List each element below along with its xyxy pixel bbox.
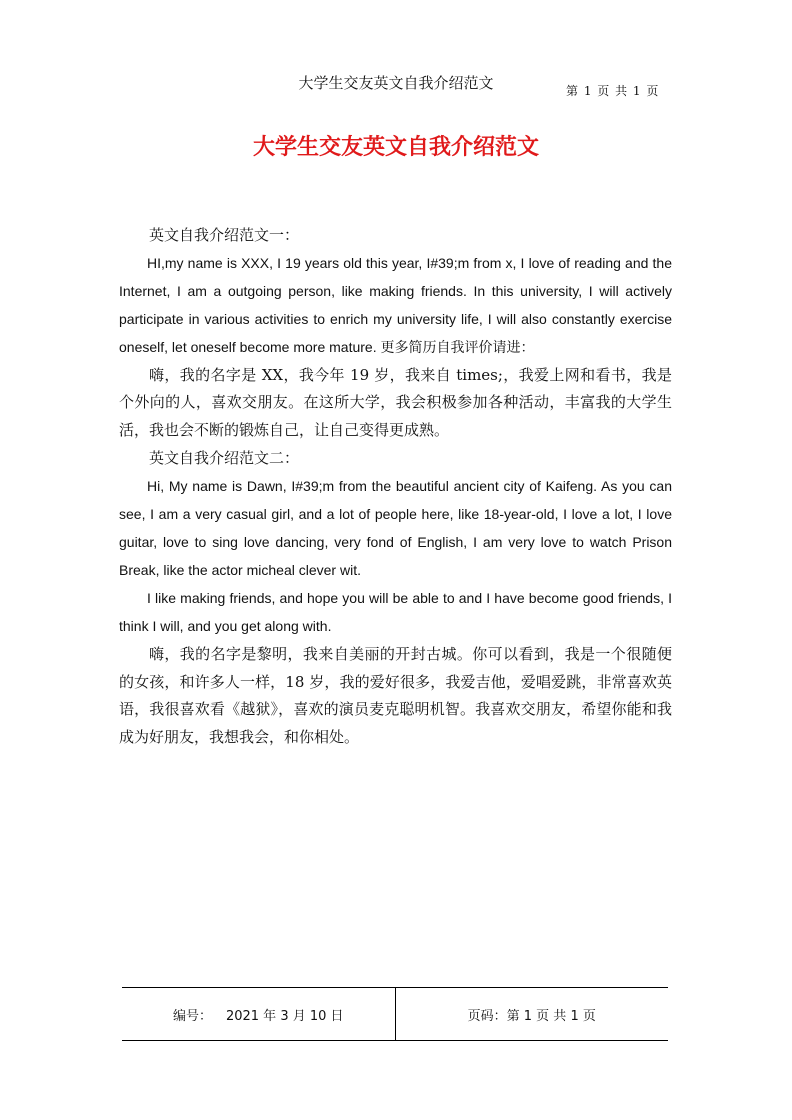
document-title: 大学生交友英文自我介绍范文 <box>252 135 539 160</box>
paragraph: Hi, My name is Dawn, I#39;m from the beautiful ancient city of Kaifeng. As you can see, I am a very casual girl, and a lot of people here, like 18-year-old, I love a lot, I love guitar, love to sing love dancing, very fond of English, I am very love to watch Prison Break, like the actor micheal clever wit. <box>119 478 672 578</box>
paragraph: 英文自我介绍范文一： <box>149 226 300 244</box>
paragraph: I like making friends, and hope you will be able to and I have become good friends, I think I will, and you get along with. <box>119 589 672 634</box>
footer-number-label: 编号： <box>172 1008 212 1024</box>
paragraph: 英文自我介绍范文二： <box>149 449 300 468</box>
paragraph: 嗨，我的名字是 XX，我今年 19 岁，我来自 times;，我爱上网和看书，我是个外向的人，喜欢交朋友。在这所大学，我会积极参加各种活动，丰富我的大学生活，我也会不断的锻炼自己，让自己变得更成熟。 <box>119 365 672 440</box>
footer-number-cell <box>122 988 396 1040</box>
paragraph: HI,my name is XXX, I 19 years old this year, I#39;m from x, I love of reading and the Internet, I am a outgoing person, like making friends. In this university, I will actively participate in various activities to enrich my university life, I will also constantly exercise oneself, let oneself become more mature. 更多简历自我评价请进： <box>119 254 672 355</box>
paragraph: 嗨，我的名字是黎明，我来自美丽的开封古城。你可以看到，我是一个很随便的女孩，和许多人一样，18 岁，我的爱好很多，我爱吉他，爱唱爱跳，非常喜欢英语，我很喜欢看《越狱》，喜欢的演员麦克聪明机智。我喜欢交朋友，希望你能和我成为好朋友，我想我会，和你相处。 <box>119 644 672 747</box>
header-title: 大学生交友英文自我介绍范文 <box>298 74 494 92</box>
footer-table <box>122 987 668 1041</box>
document-body <box>119 222 672 752</box>
footer-number-value: 2021 年 3 月 10 日 <box>225 1008 344 1024</box>
header-page-indicator: 第 1 页 共 1 页 <box>566 84 660 98</box>
footer-page-cell <box>396 988 669 1040</box>
footer-page-label: 页码：第 1 页 共 1 页 <box>467 1008 596 1024</box>
